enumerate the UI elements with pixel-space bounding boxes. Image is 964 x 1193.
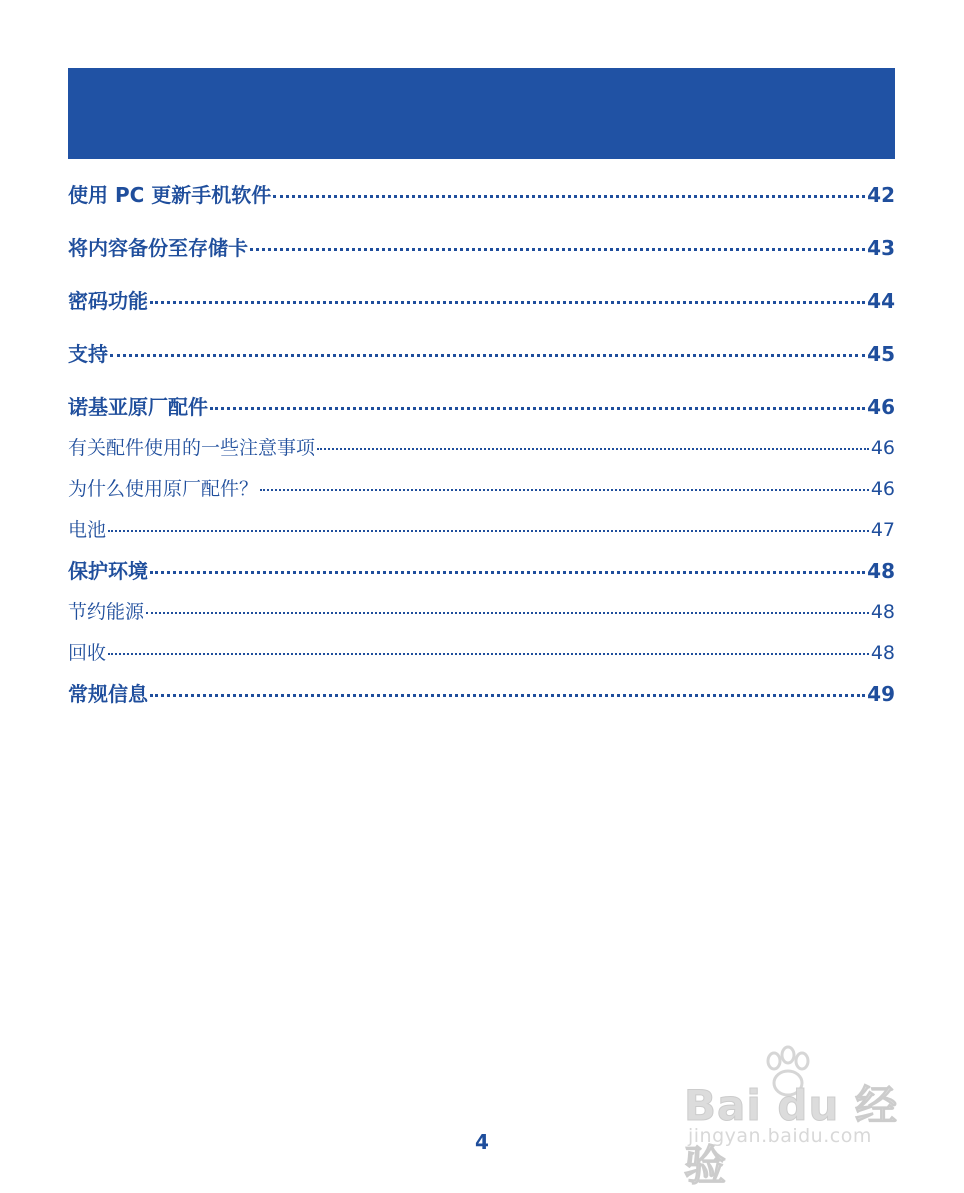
toc-entry[interactable] <box>68 178 895 231</box>
toc-page-number: 48 <box>870 642 895 664</box>
table-of-contents <box>68 178 895 730</box>
toc-entry[interactable] <box>68 231 895 284</box>
toc-page-number: 48 <box>867 559 895 583</box>
toc-page-number: 49 <box>867 682 895 706</box>
toc-title: 常规信息 <box>68 682 148 706</box>
dot-leader <box>250 248 865 251</box>
toc-title: 为什么使用原厂配件？ <box>68 478 259 500</box>
toc-subentry[interactable] <box>68 636 895 677</box>
dot-leader <box>210 407 865 410</box>
dot-leader <box>150 694 865 697</box>
toc-title: 有关配件使用的一些注意事项 <box>68 437 316 459</box>
toc-page-number: 44 <box>867 289 895 313</box>
toc-page-number: 45 <box>867 342 895 366</box>
dot-leader <box>260 489 869 491</box>
toc-title: 支持 <box>68 342 108 366</box>
toc-title: 密码功能 <box>68 289 148 313</box>
dot-leader <box>150 301 865 304</box>
dot-leader <box>273 195 865 198</box>
dot-leader <box>108 653 869 655</box>
baidu-jingyan-watermark <box>684 1045 914 1190</box>
toc-page-number: 47 <box>870 519 895 541</box>
toc-entry[interactable] <box>68 677 895 730</box>
watermark-logo-text: Bai du 经验 <box>684 1081 898 1190</box>
dot-leader <box>146 612 869 614</box>
toc-page-number: 46 <box>867 395 895 419</box>
toc-entry[interactable] <box>68 284 895 337</box>
toc-title: 将内容备份至存储卡 <box>68 236 248 260</box>
toc-entry[interactable] <box>68 337 895 390</box>
toc-page-number: 43 <box>867 236 895 260</box>
toc-title: 节约能源 <box>68 601 145 623</box>
page-number: 4 <box>475 1130 489 1154</box>
toc-subentry[interactable] <box>68 431 895 472</box>
dot-leader <box>150 571 865 574</box>
toc-subentry[interactable] <box>68 513 895 554</box>
dot-leader <box>108 530 869 532</box>
header-band <box>68 68 895 159</box>
toc-page-number: 48 <box>870 601 895 623</box>
toc-subentry[interactable] <box>68 472 895 513</box>
toc-title: 诺基亚原厂配件 <box>68 395 208 419</box>
toc-title: 使用 PC 更新手机软件 <box>68 183 272 207</box>
watermark-url: jingyan.baidu.com <box>688 1125 872 1147</box>
toc-page-number: 46 <box>870 437 895 459</box>
toc-title: 回收 <box>68 642 107 664</box>
dot-leader <box>317 448 869 450</box>
toc-page-number: 42 <box>867 183 895 207</box>
dot-leader <box>110 354 865 357</box>
toc-subentry[interactable] <box>68 595 895 636</box>
toc-title: 保护环境 <box>68 559 148 583</box>
toc-title: 电池 <box>68 519 107 541</box>
toc-page-number: 46 <box>870 478 895 500</box>
